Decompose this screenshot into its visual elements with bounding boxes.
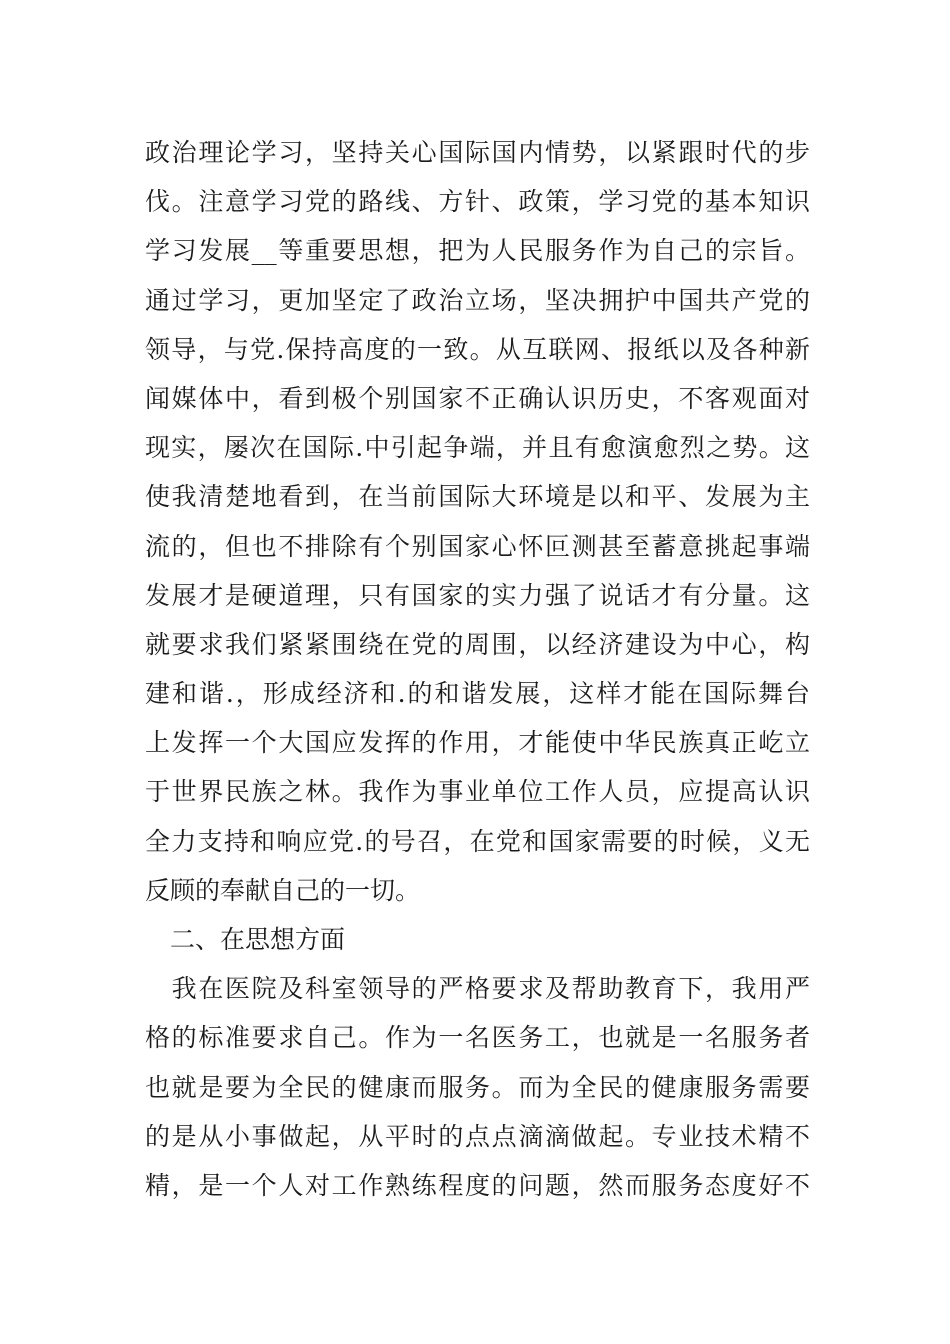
- text-line: 反顾的奉献自己的一切。: [145, 875, 421, 905]
- text-line: 格的标准要求自己。作为一名医务工，也就是一名服务者: [145, 1023, 810, 1053]
- text-line: 学习发展__等重要思想，把为人民服务作为自己的宗旨。: [145, 236, 810, 266]
- text-line: 使我清楚地看到，在当前国际大环境是以和平、发展为主: [145, 482, 810, 512]
- text-line: 精，是一个人对工作熟练程度的问题，然而服务态度好不: [145, 1170, 810, 1200]
- text-line: 通过学习，更加坚定了政治立场，坚决拥护中国共产党的: [145, 285, 810, 315]
- section-heading: 二、在思想方面: [145, 925, 346, 954]
- text-line: 也就是要为全民的健康而服务。而为全民的健康服务需要: [145, 1072, 810, 1102]
- text-line: 的是从小事做起，从平时的点点滴滴做起。专业技术精不: [145, 1121, 810, 1151]
- text-line: 流的，但也不排除有个别国家心怀叵测甚至蓄意挑起事端: [145, 531, 810, 561]
- body-text: [145, 128, 810, 1210]
- text-line: 闻媒体中，看到极个别国家不正确认识历史，不客观面对: [145, 383, 810, 413]
- text-line: 上发挥一个大国应发挥的作用，才能使中华民族真正屹立: [145, 728, 810, 758]
- text-line: 伐。注意学习党的路线、方针、政策，学习党的基本知识: [145, 187, 810, 217]
- text-line: 现实，屡次在国际.中引起争端，并且有愈演愈烈之势。这: [145, 433, 810, 463]
- text-line: 发展才是硬道理，只有国家的实力强了说话才有分量。这: [145, 580, 810, 610]
- text-line: 全力支持和响应党.的号召，在党和国家需要的时候，义无: [145, 826, 810, 856]
- text-line: 建和谐.，形成经济和.的和谐发展，这样才能在国际舞台: [145, 679, 810, 709]
- text-line: 我在医院及科室领导的严格要求及帮助教育下，我用严: [145, 974, 810, 1004]
- text-line: 就要求我们紧紧围绕在党的周围，以经济建设为中心，构: [145, 629, 810, 659]
- text-line: 政治理论学习，坚持关心国际国内情势，以紧跟时代的步: [145, 138, 810, 167]
- text-line: 领导，与党.保持高度的一致。从互联网、报纸以及各种新: [145, 334, 810, 364]
- text-line: 于世界民族之林。我作为事业单位工作人员，应提高认识: [145, 777, 810, 807]
